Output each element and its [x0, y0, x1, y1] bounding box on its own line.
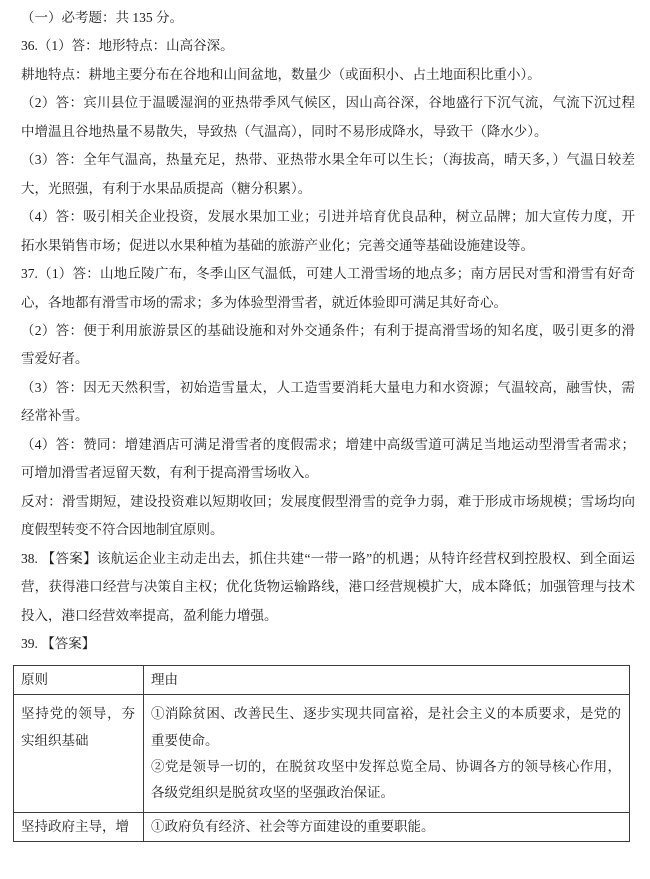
- reason-cell: [144, 695, 630, 812]
- reason-item: ①政府负有经济、社会等方面建设的重要职能。: [151, 818, 435, 834]
- answer-37-1: 37.（1）答：山地丘陵广布，冬季山区气温低，可建人工滑雪场的地点多；南方居民对雪和滑雪有好奇心，各地都有滑雪市场的需求；多为体验型滑雪者，就近体验即可满足其好奇心。: [21, 266, 635, 310]
- answer-39-table: [13, 665, 630, 841]
- table-row: [14, 695, 630, 812]
- principle-cell: 坚持政府主导，增: [14, 812, 144, 841]
- table-header-principle: 原则: [14, 666, 144, 695]
- answer-36-1-cont: 耕地特点：耕地主要分布在谷地和山间盆地，数量少（或面积小、占土地面积比重小）。: [21, 66, 541, 82]
- reason-cell: [144, 812, 630, 841]
- reason-item: ②党是领导一切的，在脱贫攻坚中发挥总览全局、协调各方的领导核心作用，各级党组织是脱贫攻坚的坚强政治保证。: [151, 759, 621, 801]
- answer-37-2: （2）答：便于利用旅游景区的基础设施和对外交通条件；有利于提高滑雪场的知名度，吸引更多的滑雪爱好者。: [21, 322, 635, 367]
- table-header-reason: 理由: [144, 666, 630, 695]
- answer-36-2: （2）答：宾川县位于温暖湿润的亚热带季风气候区，因山高谷深，谷地盛行下沉气流，气流下沉过程中增温且谷地热量不易散失，导致热（气温高），同时不易形成降水，导致干（降水少）。: [21, 95, 635, 139]
- answer-37-4-agree: （4）答：赞同：增建酒店可满足滑雪者的度假需求；增建中高级雪道可满足当地运动型滑雪者需求；可增加滑雪者逗留天数，有利于提高滑雪场收入。: [21, 436, 635, 481]
- table-row: [14, 812, 630, 841]
- answer-36-3: （3）答：全年气温高，热量充足，热带、亚热带水果全年可以生长；（海拔高，晴天多，）气温日较差大，光照强，有利于水果品质提高（糖分积累）。: [21, 152, 635, 196]
- answer-37-4-oppose: 反对：滑雪期短，建设投资难以短期收回；发展度假型滑雪的竞争力弱，难于形成市场规模；雪场均向度假型转变不符合因地制宜原则。: [21, 493, 635, 538]
- answer-37-3: （3）答：因无天然积雪，初始造雪量太，人工造雪要消耗大量电力和水资源；气温较高，融雪快，需经常补雪。: [21, 379, 635, 424]
- section-heading: （一）必考题：共 135 分。: [21, 10, 183, 25]
- principle-cell: 坚持党的领导，夯实组织基础: [14, 695, 144, 812]
- reason-item: ①消除贫困、改善民生、逐步实现共同富裕，是社会主义的本质要求，是党的重要使命。: [151, 706, 621, 748]
- table-header-row: [14, 666, 630, 695]
- answer-38: 38. 【答案】该航运企业主动走出去，抓住共建“一带一路”的机遇；从特许经营权到控股权、到全面运营，获得港口经营与决策自主权；优化货物运输路线，港口经营规模扩大，成本降低；加强管理与技术投入，港口经营效率提高，盈利能力增强。: [21, 550, 635, 623]
- answer-36-4: （4）答：吸引相关企业投资，发展水果加工业；引进并培育优良品种，树立品牌；加大宣传力度，开拓水果销售市场；促进以水果种植为基础的旅游产业化；完善交通等基础设施建设等。: [21, 209, 635, 253]
- answer-39-label: 39. 【答案】: [21, 635, 96, 651]
- answer-36-1: 36.（1）答：地形特点：山高谷深。: [21, 38, 234, 54]
